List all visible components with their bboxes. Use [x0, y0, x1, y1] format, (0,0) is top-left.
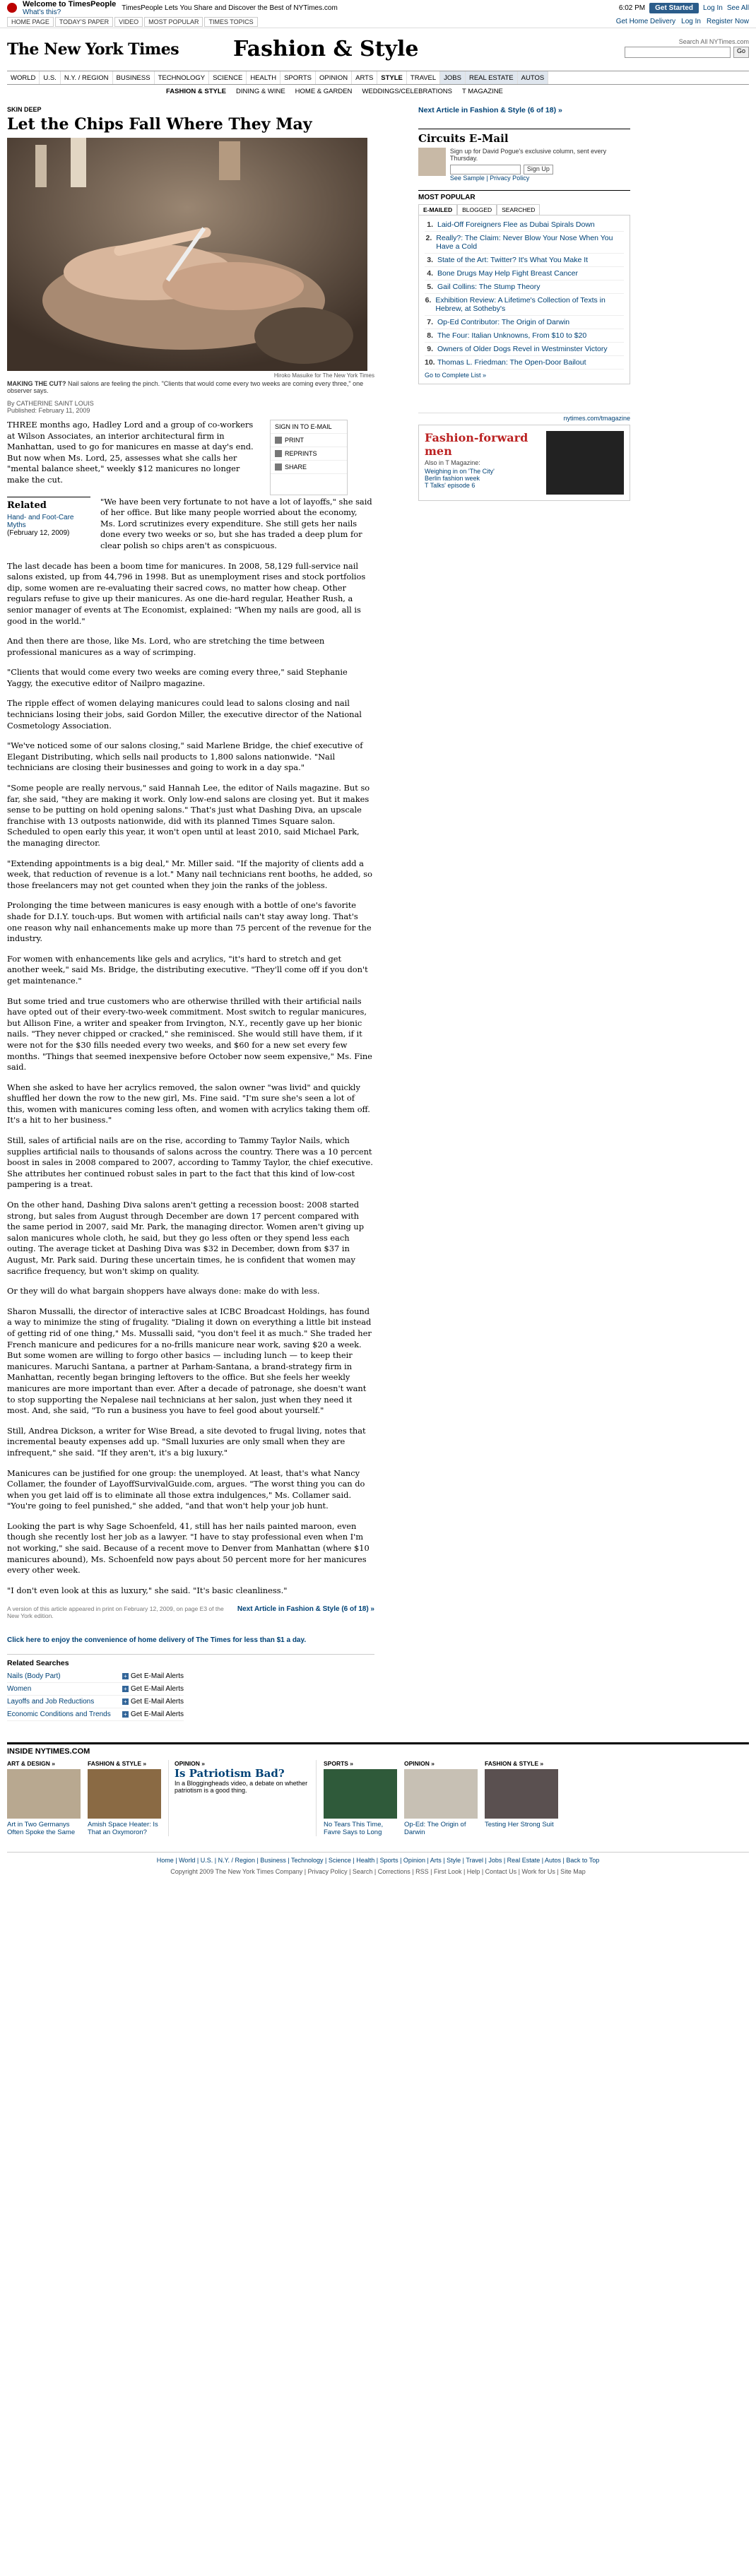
most-popular-link[interactable]: Op-Ed Contributor: The Origin of Darwin	[437, 318, 570, 326]
article-paragraph: "I don't even look at this as luxury," she said. "It's basic cleanliness."	[7, 1585, 288, 1595]
related-search-link[interactable]: Layoffs and Job Reductions	[7, 1698, 95, 1706]
article-paragraph: "We've noticed some of our salons closing," said Marlene Bridge, the chief executive of Elegant Distributing, which sells nail products to 1,800 salons nationwide. "Nail technicians are closing their businesses and going to work in a day spa."	[7, 740, 363, 773]
most-popular-list	[418, 215, 630, 384]
circuits-sign-up-button[interactable]: Sign Up	[524, 165, 553, 175]
see-all-link[interactable]: See All	[726, 4, 749, 12]
most-popular-item[interactable]	[425, 329, 624, 343]
inside-image	[404, 1769, 478, 1819]
search-box	[625, 38, 749, 58]
tool-sign-in-email[interactable]: SIGN IN TO E-MAIL	[271, 420, 347, 434]
rank-number: 7.	[427, 318, 433, 326]
nav-opinion[interactable]: OPINION	[316, 71, 352, 84]
inside-item[interactable]: OPINION » Op-Ed: The Origin of Darwin	[404, 1760, 478, 1836]
nav-jobs[interactable]: JOBS	[440, 71, 466, 84]
search-input[interactable]	[625, 47, 731, 58]
nav-travel[interactable]: TRAVEL	[407, 71, 440, 84]
login-link[interactable]: Log In	[703, 4, 723, 12]
most-popular-link[interactable]: Bone Drugs May Help Fight Breast Cancer	[437, 269, 579, 278]
caption-text: Nail salons are feeling the pinch. "Clients that would come every two weeks are coming every three," one observer says.	[7, 380, 364, 394]
nav-style[interactable]: STYLE	[377, 71, 407, 84]
most-popular-item[interactable]	[425, 280, 624, 294]
most-popular-link[interactable]: State of the Art: Twitter? It's What You Make It	[437, 256, 589, 264]
photo-caption	[7, 380, 374, 394]
nav-technology[interactable]: TECHNOLOGY	[155, 71, 210, 84]
time-display: 6:02 PM	[618, 4, 646, 12]
caption-bold: MAKING THE CUT?	[7, 380, 66, 387]
circuits-text: Sign up for David Pogue's exclusive column, sent every Thursday.	[449, 148, 607, 162]
most-popular-title: MOST POPULAR	[418, 194, 476, 201]
article-paragraph: And then there are those, like Ms. Lord, who are stretching the time between professional manicures as a way of scrimping.	[7, 636, 325, 657]
inside-item[interactable]: SPORTS » No Tears This Time, Favre Says to Long	[324, 1760, 397, 1836]
published-date: Published: February 11, 2009	[7, 407, 90, 414]
article-paragraph: Looking the part is why Sage Schoenfeld, 41, still has her nails painted maroon, even though she recently lost her job as a lawyer. "I have to stay professional even when I'm not working," she said. Because of a recent move to Denver from Manhattan (where $10 manicures abound), Ms. Schoenfeld now pays about 50 percent more for her manicures every other week.	[7, 1520, 370, 1576]
tmag-sub: Also in T Magazine:	[425, 459, 480, 466]
article-column	[7, 102, 374, 1721]
plus-icon: +	[122, 1686, 129, 1692]
most-popular-item[interactable]	[425, 294, 624, 316]
tab-video[interactable]: VIDEO	[114, 17, 143, 27]
related-search-row	[7, 1708, 184, 1721]
article-paragraph: Prolonging the time between manicures is easy enough with a bottle of one's favorite shade for D.I.Y. touch-ups. But women with artificial nails can't stay away long. That's one reason why nail enhancements make up more than 75 percent of the revenue for the industry.	[7, 900, 372, 944]
tab-blogged[interactable]: BLOGGED	[457, 204, 497, 215]
timespeople-welcome: Welcome to TimesPeople	[23, 0, 117, 8]
register-link[interactable]: Register Now	[706, 18, 749, 25]
manicure-photo-illustration	[7, 138, 367, 371]
rank-number: 10.	[425, 358, 435, 367]
nav-ny-region[interactable]: N.Y. / REGION	[61, 71, 113, 84]
subnav-home-garden[interactable]: HOME & GARDEN	[295, 88, 353, 95]
article-paragraph: "Clients that would come every two weeks are coming every three," said Stephanie Yaggy, the executive editor of Nailpro magazine.	[7, 667, 348, 688]
related-search-link[interactable]: Nails (Body Part)	[7, 1672, 61, 1681]
main-nav	[7, 71, 749, 85]
article-paragraph: "Some people are really nervous," said Hannah Lee, the editor of Nails magazine. But so far, she said, "they are making it work. Only low-end salons are closing yet. But it makes sense to be putting on hold opening salons." That's just what Dashing Diva, an upscale franchise with 13 outposts nationwide, did with its planned Times Square salon. Scheduled to open early this year, it won't open until at least 2010, said Michael Park, the managing director.	[7, 783, 370, 848]
sub-nav	[0, 85, 756, 99]
subnav-fashion-style[interactable]: FASHION & STYLE	[166, 88, 226, 95]
opinion-feature[interactable]: OPINION » Is Patriotism Bad? In a Bloggingheads video, a debate on whether patriotism is a good thing.	[168, 1760, 317, 1836]
inside-item[interactable]: FASHION & STYLE » Testing Her Strong Suit	[485, 1760, 558, 1836]
nyt-logo[interactable]: The New York Times	[7, 40, 179, 59]
most-popular-item[interactable]	[425, 267, 624, 280]
most-popular-link[interactable]: Really?: The Claim: Never Blow Your Nose When You Have a Cold	[436, 234, 613, 251]
related-search-row	[7, 1683, 184, 1696]
tab-searched[interactable]: SEARCHED	[497, 204, 540, 215]
most-popular-link[interactable]: Exhibition Review: A Lifetime's Collection of Texts in Hebrew, at Sotheby's	[435, 296, 606, 313]
nav-real-estate[interactable]: REAL ESTATE	[466, 71, 518, 84]
tool-nav	[0, 16, 756, 28]
nav-sports[interactable]: SPORTS	[280, 71, 316, 84]
related-search-row	[7, 1670, 184, 1683]
tab-times-topics[interactable]: TIMES TOPICS	[204, 17, 257, 27]
nav-health[interactable]: HEALTH	[247, 71, 280, 84]
rank-number: 6.	[425, 296, 432, 305]
search-label: Search All NYTimes.com	[678, 38, 749, 45]
circuits-title: Circuits E-Mail	[418, 132, 509, 145]
inside-image	[485, 1769, 558, 1819]
article-paragraph: Still, sales of artificial nails are on the rise, according to Tammy Taylor Nails, which supplies artificial nails to thousands of salons across the country. There was a 10 percent boost in sales in 2008 compared to 2007, according to Tammy Taylor, the chief executive. She attributes her continued robust sales in part to the fact that this kind of low-cost pampering is a treat.	[7, 1135, 373, 1190]
home-delivery-link[interactable]: Get Home Delivery	[615, 18, 676, 25]
article-paragraph: For women with enhancements like gels and acrylics, "it's hard to stretch and get another week," said Ms. Bridge, the distributing executive. "They'll come off if you don't get maintenance."	[7, 953, 368, 986]
subnav-weddings[interactable]: WEDDINGS/CELEBRATIONS	[362, 88, 452, 95]
tab-home-page[interactable]: HOME PAGE	[7, 17, 54, 27]
inside-item[interactable]: ART & DESIGN » Art in Two Germanys Often Spoke the Same	[7, 1760, 81, 1836]
rank-number: 8.	[427, 331, 433, 340]
sidebar-next-article[interactable]: Next Article in Fashion & Style (6 of 18) »	[418, 106, 562, 114]
plus-icon: +	[122, 1698, 129, 1705]
inside-item[interactable]: FASHION & STYLE » Amish Space Heater: Is That an Oxymoron?	[88, 1760, 161, 1836]
article-paragraph: The last decade has been a boom time for manicures. In 2008, 58,129 full-service nail salons existed, up from 44,796 in 1998. But as unemployment rises and stock portfolios dip, some women are re-evaluating their sacred cows, no matter how cheap. Other regulars refuse to give up their manicures. As one die-hard regular, Heather Rush, a senior manager of events at The Economist, explained: "When my nails are good, all is good in the world."	[7, 560, 366, 626]
rank-number: 5.	[427, 283, 433, 291]
tmag-link[interactable]: Berlin fashion week	[425, 475, 480, 482]
article-paragraph: Sharon Mussalli, the director of interactive sales at ICBC Broadcast Holdings, has found a way to minimize the sting of frugality. "Dialing it down on everything a little bit instead of getting rid of one thing," Ms. Mussalli said, "you don't feel it as much." She traded her French manicure and pedicures for a no-frills manicure near work, saving $20 a week. But some women are willing to forgo other basics — including lunch — to keep their manicures. Maruchi Santana, a partner at Parham-Santana, a brand-strategy firm in Manhattan, recently began bringing leftovers to the office. But she feels her weekly manicures are more important than ever. After a decade of patronage, she doesn't want to stop supporting the Nepalese nail technicians at her salon, just when they need it most. And, she said, "To run a business you have to feel good about yourself."	[7, 1306, 372, 1416]
most-popular-link[interactable]: Owners of Older Dogs Revel in Westminster Victory	[437, 345, 608, 353]
plus-icon: +	[122, 1711, 129, 1718]
related-search-link[interactable]: Women	[7, 1685, 32, 1694]
article-paragraph: On the other hand, Dashing Diva salons aren't getting a recession boost: 2008 started strong, but sales from August through December are down 17 percent compared with the same period in 2007, said Mr. Park, the managing director. Women aren't giving up salon manicures whole cloth, he said, but they go less often or they spend less each outing. The average ticket at Dashing Diva was $32 in December, down from $37 in August, Mr. Park said. During these uncertain times, he is confident that women may sacrifice frequency, but won't skimp on quality.	[7, 1200, 364, 1276]
rank-number: 2.	[425, 234, 432, 242]
tool-reprints[interactable]: REPRINTS	[271, 447, 347, 461]
nav-world[interactable]: WORLD	[7, 71, 40, 84]
related-box	[7, 497, 90, 561]
most-popular-item[interactable]	[425, 232, 624, 254]
circuits-thumbnail	[418, 148, 446, 176]
article-photo[interactable]	[7, 138, 367, 371]
share-icon	[275, 463, 282, 471]
section-title[interactable]: Fashion & Style	[233, 37, 419, 61]
next-article-link[interactable]: Next Article in Fashion & Style (6 of 18) »	[237, 1605, 374, 1614]
article-paragraph: The ripple effect of women delaying manicures could lead to salons closing and nail technicians losing their jobs, said Gordon Miller, the executive director of the National Cosmetology Association.	[7, 698, 362, 731]
subnav-t-magazine[interactable]: T MAGAZINE	[462, 88, 503, 95]
article-paragraph: Or they will do what bargain shoppers have always done: make do with less.	[7, 1286, 320, 1296]
t-magazine-promo	[418, 413, 630, 501]
nav-business[interactable]: BUSINESS	[113, 71, 155, 84]
nav-science[interactable]: SCIENCE	[209, 71, 247, 84]
tmag-image[interactable]	[546, 431, 624, 495]
email-alert-button[interactable]: + Get E-Mail Alerts	[122, 1685, 184, 1693]
footer-links[interactable]: Home | World | U.S. | N.Y. / Region | Business | Technology | Science | Health | Sports | Opinion | Arts | Style | Travel | Jobs | Real Estate | Autos | Back to Top	[156, 1857, 600, 1865]
inside-title: INSIDE NYTIMES.COM	[7, 1747, 90, 1756]
article-paragraph: "Extending appointments is a big deal," Mr. Miller said. "If the majority of clients add a week, that reduction of revenue is a lot." Many nail technicians rent booths, he added, so those freelancers may not get counted when they join the ranks of the jobless.	[7, 858, 372, 890]
inside-image	[7, 1769, 81, 1819]
inside-nytimes	[7, 1742, 749, 1836]
masthead	[0, 28, 756, 71]
related-searches-title: Related Searches	[7, 1654, 374, 1667]
related-title: Related	[7, 497, 90, 511]
email-alert-button[interactable]: + Get E-Mail Alerts	[122, 1698, 184, 1706]
byline	[7, 400, 374, 414]
most-popular-item[interactable]	[425, 316, 624, 329]
related-searches	[7, 1654, 374, 1721]
search-go-button[interactable]: Go	[733, 47, 749, 58]
most-popular-link[interactable]: Thomas L. Friedman: The Open-Door Bailout	[437, 358, 586, 367]
article-kicker: SKIN DEEP	[7, 106, 42, 113]
tab-todays-paper[interactable]: TODAY'S PAPER	[55, 17, 113, 27]
related-date: (February 12, 2009)	[7, 528, 70, 537]
sidebar	[418, 102, 630, 1721]
circuits-sample-link[interactable]: See Sample | Privacy Policy	[449, 175, 530, 182]
timespeople-bar	[0, 0, 756, 16]
rank-number: 4.	[427, 269, 433, 278]
article-paragraph: Manicures can be justified for one group: the unemployed. At least, that's what Nancy Collamer, the founder of LayoffSurvivalGuide.com, argues. "The worst thing you can do when you get laid off is to eliminate all those extra indulgences," Ms. Collamer said. "You're going to feel punished," she added, "and that won't help your job hunt.	[7, 1467, 365, 1511]
article-headline: Let the Chips Fall Where They May	[7, 115, 312, 134]
circuits-email-input[interactable]	[450, 165, 521, 175]
tab-most-popular[interactable]: MOST POPULAR	[144, 17, 203, 27]
tool-print[interactable]: PRINT	[271, 434, 347, 447]
inside-image	[88, 1769, 161, 1819]
email-alert-button[interactable]: + Get E-Mail Alerts	[122, 1672, 184, 1680]
related-search-link[interactable]: Economic Conditions and Trends	[7, 1711, 111, 1719]
byline-author[interactable]: By CATHERINE SAINT LOUIS	[7, 400, 94, 407]
reprints-icon	[275, 450, 282, 457]
tmag-link[interactable]: Weighing in on 'The City'	[425, 468, 495, 475]
inside-image	[324, 1769, 397, 1819]
most-popular-link[interactable]: Laid-Off Foreigners Flee as Dubai Spirals Down	[437, 220, 595, 229]
footer-copyright[interactable]: Copyright 2009 The New York Times Company | Privacy Policy | Search | Corrections | RSS | First Look | Help | Contact Us | Work for Us | Site Map	[170, 1868, 586, 1876]
timespeople-logo-icon	[7, 3, 17, 13]
timespeople-promo: TimesPeople Lets You Share and Discover the Best of NYTimes.com	[122, 4, 338, 12]
print-icon	[275, 437, 282, 444]
most-popular-link[interactable]: The Four: Italian Unknowns, From $10 to $20	[437, 331, 587, 340]
circuits-email	[418, 129, 630, 182]
tmag-url[interactable]: nytimes.com/tmagazine	[418, 413, 630, 422]
opinion-headline: Is Patriotism Bad?	[175, 1767, 285, 1780]
print-note: Next Article in Fashion & Style (6 of 18) » A version of this article appeared in print on February 12, 2009, on page E3 of the New York edition.	[7, 1605, 374, 1620]
subnav-dining-wine[interactable]: DINING & WINE	[235, 88, 285, 95]
related-search-row	[7, 1696, 184, 1708]
most-popular-link[interactable]: Gail Collins: The Stump Theory	[437, 283, 541, 291]
article-tools	[270, 420, 348, 495]
tool-share[interactable]: SHARE	[271, 461, 347, 474]
tmag-headline[interactable]: Fashion-forward men	[425, 431, 528, 458]
rank-number: 9.	[427, 345, 433, 353]
rank-number: 1.	[427, 220, 433, 229]
article-paragraph: But some tried and true customers who are otherwise thrilled with their artificial nails have opted out of their every-two-week commitment. Most switch to regular manicures, but Allison Fine, a writer and speaker from Irvington, N.Y., recently gave up her bionic nails. "They never chipped or cracked," she reminisced. She would still have them, if it were not for the $30 fills needed every two weeks, and $60 for a new set every few months. "Things that seemed inexpensive before October now seem expensive," Ms. Fine said.	[7, 995, 372, 1073]
most-popular-item[interactable]	[425, 356, 624, 370]
get-started-button[interactable]: Get Started	[649, 3, 699, 13]
tab-emailed[interactable]: E-MAILED	[418, 204, 457, 215]
article-paragraph: When she asked to have her acrylics removed, the salon owner "was livid" and quickly shuffled her down the row to the new girl, Ms. Fine said. "I'm sure she's seen a lot of this, women with manicures coming less often, and women with acrylics taking them off. It's a hit to her business."	[7, 1082, 370, 1125]
plus-icon: +	[122, 1673, 129, 1679]
complete-list-link[interactable]: Go to Complete List »	[425, 372, 487, 379]
paragraph-2: "We have been very fortunate to not have a lot of layoffs," she said of her office. But like many people worried about the economy, Ms. Lord scrutinizes every expenditure. She still gets her nails done every two weeks or so, but she has traded a deep plum for clear polish so chips aren't as conspicuous.	[100, 496, 372, 550]
tmag-link[interactable]: T Talks' episode 6	[425, 482, 476, 489]
nav-autos[interactable]: AUTOS	[518, 71, 549, 84]
nav-arts[interactable]: ARTS	[352, 71, 377, 84]
lead-paragraph: THREE months ago, Hadley Lord and a group of co-workers at Wilson Associates, an interior architectural firm in Manhattan, used to go for manicures en masse at day's end. But now when Ms. Lord, 25, assesses what she calls her "mental balance sheet," weekly $12 manicures no longer make the cut.	[7, 420, 254, 485]
most-popular-item[interactable]	[425, 218, 624, 232]
nav-us[interactable]: U.S.	[40, 71, 60, 84]
whats-this-link[interactable]: What's this?	[23, 8, 61, 16]
opinion-text: In a Bloggingheads video, a debate on whether patriotism is a good thing.	[175, 1780, 308, 1795]
article-body	[7, 561, 374, 1597]
log-in-link[interactable]: Log In	[681, 18, 701, 25]
most-popular-item[interactable]	[425, 343, 624, 356]
related-link[interactable]: Hand- and Foot-Care Myths	[7, 513, 74, 529]
photo-credit: Hiroko Masuike for The New York Times	[273, 372, 374, 379]
article-paragraph: Still, Andrea Dickson, a writer for Wise Bread, a site devoted to frugal living, notes that incremental beauty expenses add up. "Small luxuries are only small when they are infrequent," she said. "If they aren't, it's a big luxury."	[7, 1425, 366, 1458]
email-alert-button[interactable]: + Get E-Mail Alerts	[122, 1711, 184, 1718]
footer	[7, 1852, 749, 1875]
home-delivery-promo[interactable]: Click here to enjoy the convenience of home delivery of The Times for less than $1 a day.	[7, 1636, 307, 1645]
most-popular	[418, 190, 630, 384]
most-popular-item[interactable]	[425, 254, 624, 267]
rank-number: 3.	[427, 256, 433, 264]
